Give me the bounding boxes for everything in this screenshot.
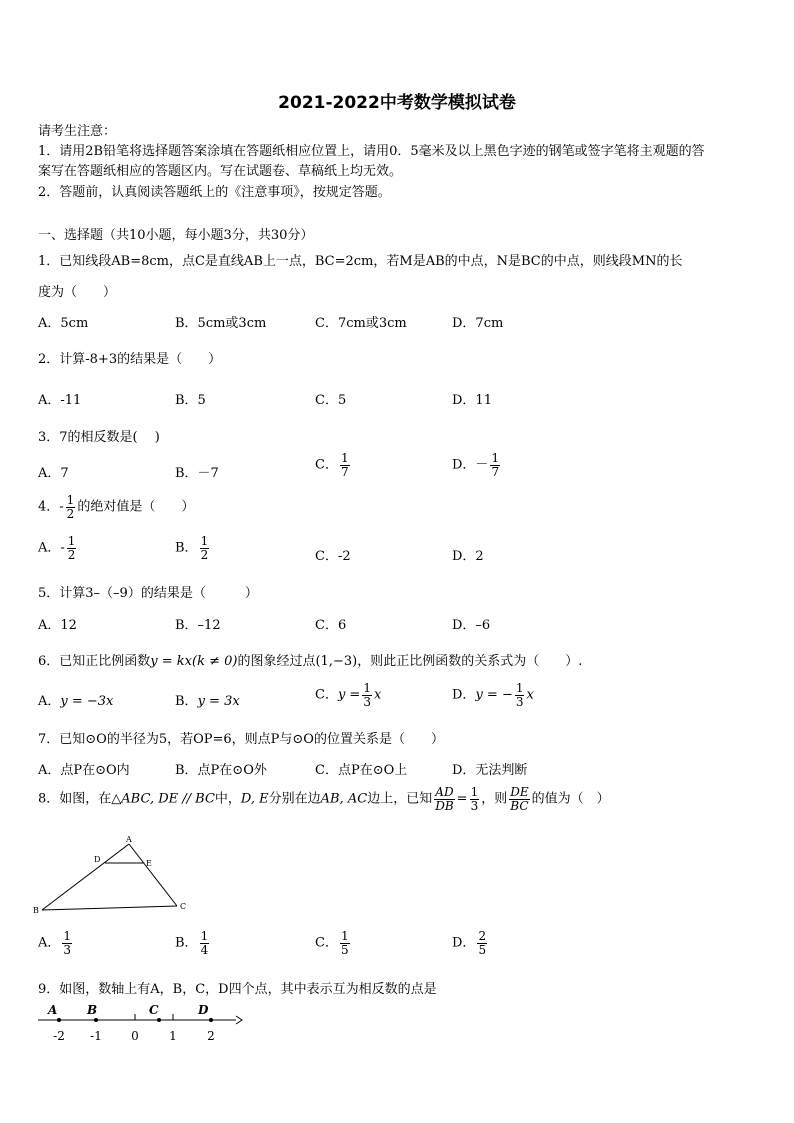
option-b[interactable] xyxy=(175,690,240,709)
point-d-dot xyxy=(209,1018,213,1022)
denominator: 7 xyxy=(340,464,349,479)
numerator: DE xyxy=(510,785,529,799)
fraction xyxy=(515,682,525,708)
denominator: 4 xyxy=(200,942,209,957)
option-expression: y = 3x xyxy=(197,694,240,709)
denominator: 3 xyxy=(363,694,371,709)
point-label-d: D xyxy=(198,1003,209,1017)
option-c[interactable] xyxy=(315,452,352,478)
expression-suffix: x xyxy=(526,687,534,703)
stem-suffix: ，则此正比例函数的关系式为（ ）. xyxy=(357,654,583,669)
points-expression: D, E xyxy=(240,791,269,807)
option-d[interactable]: D．2 xyxy=(452,549,484,564)
fraction xyxy=(66,494,76,520)
notice-item-2: 案写在答题纸相应的答题区内。写在试题卷、草稿纸上均无效。 xyxy=(38,164,403,179)
side-bc xyxy=(42,906,177,910)
denominator: DB xyxy=(435,798,454,813)
vertex-label-d: D xyxy=(94,855,101,864)
denominator: 2 xyxy=(66,506,75,521)
question-2-options xyxy=(38,389,758,411)
vertex-label-c: C xyxy=(180,902,187,911)
side-ab xyxy=(42,844,129,910)
fraction xyxy=(362,682,372,708)
page-title: 2021-2022中考数学模拟试卷 xyxy=(278,93,516,113)
numerator: 1 xyxy=(67,534,76,548)
option-b[interactable]: B．5 xyxy=(175,393,206,408)
question-9-stem: 9．如图，数轴上有A，B，C，D四个点，其中表示互为相反数的点是 xyxy=(38,982,437,997)
question-5-stem: 5．计算3–（–9）的结果是（ ） xyxy=(38,586,258,601)
option-label: B． xyxy=(175,540,198,556)
stem-prefix: 6．已知正比例函数 xyxy=(38,654,151,669)
option-label: D． xyxy=(452,935,476,951)
notice-item-1: 1．请用2B铅笔将选择题答案涂填在答题纸相应位置上，请用0．5毫米及以上黑色字迹的钢笔或签字笔将主观题的答 xyxy=(38,144,705,159)
point-b-dot xyxy=(94,1018,98,1022)
vertex-label-e: E xyxy=(146,859,152,868)
fraction xyxy=(477,930,487,956)
fraction xyxy=(200,535,210,561)
question-5-options xyxy=(38,614,758,636)
numerator: 1 xyxy=(515,681,524,695)
denominator: 3 xyxy=(515,694,524,709)
tick-label: -1 xyxy=(90,1029,102,1043)
question-2-stem: 2．计算-8+3的结果是（ ） xyxy=(38,352,222,367)
option-b[interactable] xyxy=(175,535,211,561)
numerator: 1 xyxy=(66,493,75,507)
question-7-stem: 7．已知⊙O的半径为5，若OP=6，则点P与⊙O的位置关系是（ ） xyxy=(38,732,444,747)
option-a[interactable]: A．点P在⊙O内 xyxy=(38,763,130,778)
option-label: A． xyxy=(38,694,61,709)
option-b[interactable]: B．点P在⊙O外 xyxy=(175,763,267,778)
notice-item-3: 2．答题前，认真阅读答题纸上的《注意事项》，按规定答题。 xyxy=(38,185,391,200)
point-a-dot xyxy=(57,1018,61,1022)
fraction xyxy=(200,930,210,956)
tick-label: 0 xyxy=(131,1029,139,1043)
option-label: C． xyxy=(315,687,338,703)
point-label-c: C xyxy=(149,1003,159,1017)
option-label: D． xyxy=(452,687,476,703)
axis-arrow-icon xyxy=(236,1016,242,1024)
question-4-options xyxy=(38,535,758,575)
numerator: 1 xyxy=(340,451,349,465)
denominator: 5 xyxy=(340,942,349,957)
question-1-options xyxy=(38,312,758,334)
question-1-stem-cont: 度为（ ） xyxy=(38,285,117,300)
option-b[interactable]: B．–12 xyxy=(175,618,221,633)
option-d[interactable] xyxy=(452,682,534,708)
fraction xyxy=(490,452,500,478)
stem-suffix: 的值为（ ） xyxy=(531,791,610,807)
question-3-options xyxy=(38,452,758,492)
stem-prefix: 8．如图，在 xyxy=(38,791,112,807)
equals-sign: = xyxy=(456,791,468,807)
denominator: BC xyxy=(510,798,529,813)
option-label: B． xyxy=(175,935,198,951)
expression-prefix: y = xyxy=(337,687,361,703)
condition-expression: △ABC, DE // BC xyxy=(111,791,215,807)
vertex-label-a: A xyxy=(126,835,132,844)
question-6-options xyxy=(38,682,758,722)
option-c[interactable]: C．5 xyxy=(315,393,347,408)
option-d[interactable]: D．7cm xyxy=(452,316,504,331)
numerator: 1 xyxy=(363,681,371,695)
stem-prefix: 4．- xyxy=(38,499,64,515)
denominator: 2 xyxy=(200,547,209,562)
tick-label: 1 xyxy=(169,1029,177,1043)
stem-text: 边上，已知 xyxy=(367,791,433,807)
option-d[interactable] xyxy=(452,452,502,478)
point-label-b: B xyxy=(87,1003,98,1017)
stem-text: ，则 xyxy=(481,791,508,807)
option-d[interactable]: D．11 xyxy=(452,393,492,408)
option-c[interactable] xyxy=(315,682,381,708)
numerator: 1 xyxy=(340,929,349,943)
option-a[interactable]: A．5cm xyxy=(38,316,89,331)
question-3-stem: 3．7的相反数是( ) xyxy=(38,430,160,445)
denominator: 5 xyxy=(478,942,487,957)
option-a[interactable] xyxy=(38,930,74,956)
option-b[interactable] xyxy=(175,930,211,956)
question-4-stem xyxy=(38,494,194,520)
point-c-dot xyxy=(157,1018,161,1022)
option-d[interactable] xyxy=(452,930,489,956)
stem-suffix: 的绝对值是（ ） xyxy=(77,499,195,515)
question-8-options xyxy=(38,930,758,970)
fraction xyxy=(340,930,350,956)
option-b[interactable]: B．－7 xyxy=(175,466,219,481)
point-coordinates: (1,−3) xyxy=(315,654,358,669)
option-a[interactable] xyxy=(38,690,113,709)
denominator: 3 xyxy=(63,942,72,957)
section-heading: 一、选择题（共10小题，每小题3分，共30分） xyxy=(38,228,314,243)
numerator: 1 xyxy=(491,451,500,465)
denominator: 3 xyxy=(470,798,479,813)
stem-text: 分别在边 xyxy=(268,791,321,807)
numerator: 1 xyxy=(470,785,479,799)
option-d[interactable]: D．无法判断 xyxy=(452,763,528,778)
option-a[interactable]: A．12 xyxy=(38,618,77,633)
triangle-figure xyxy=(30,832,200,918)
vertex-label-b: B xyxy=(33,906,39,915)
option-c[interactable] xyxy=(315,930,352,956)
option-c[interactable]: C．6 xyxy=(315,618,347,633)
function-expression: y = kx(k ≠ 0) xyxy=(150,654,238,669)
option-label: D．－ xyxy=(452,457,489,473)
option-a[interactable] xyxy=(38,535,78,561)
tick-label: 2 xyxy=(207,1029,215,1043)
point-label-a: A xyxy=(48,1003,58,1017)
numerator: AD xyxy=(435,785,454,799)
option-d[interactable]: D．–6 xyxy=(452,618,491,633)
option-a[interactable]: A．-11 xyxy=(38,393,82,408)
expression-prefix: y = − xyxy=(475,687,513,703)
option-label: C． xyxy=(315,457,338,473)
sides-expression: AB, AC xyxy=(320,791,368,807)
denominator: 2 xyxy=(67,547,76,562)
option-c[interactable]: C．-2 xyxy=(315,549,351,564)
numerator: 1 xyxy=(63,929,72,943)
option-label: B． xyxy=(175,694,198,709)
stem-middle: 的图象经过点 xyxy=(237,654,316,669)
fraction xyxy=(67,535,77,561)
numerator: 1 xyxy=(200,534,209,548)
fraction-one-third xyxy=(470,786,480,812)
fraction-ad-db xyxy=(434,786,454,812)
notice-heading: 请考生注意： xyxy=(38,124,117,139)
option-c[interactable]: C．点P在⊙O上 xyxy=(315,763,408,778)
option-b[interactable]: B．5cm或3cm xyxy=(175,316,267,331)
option-label: C． xyxy=(315,935,338,951)
expression-suffix: x xyxy=(373,687,382,703)
question-6-stem xyxy=(38,650,582,669)
option-expression: y = −3x xyxy=(60,694,114,709)
stem-text: 中， xyxy=(214,791,241,807)
fraction xyxy=(340,452,350,478)
option-label: A．- xyxy=(38,540,65,556)
numerator: 1 xyxy=(200,929,209,943)
side-ac xyxy=(129,844,177,906)
option-label: A． xyxy=(38,935,61,951)
question-8-stem xyxy=(38,786,610,812)
option-c[interactable]: C．7cm或3cm xyxy=(315,316,407,331)
denominator: 7 xyxy=(491,464,500,479)
fraction-de-bc xyxy=(509,786,529,812)
number-line-figure xyxy=(30,1000,250,1046)
question-7-options xyxy=(38,759,758,781)
numerator: 2 xyxy=(478,929,487,943)
fraction xyxy=(62,930,72,956)
question-1-stem: 1．已知线段AB=8cm，点C是直线AB上一点，BC=2cm，若M是AB的中点，N是BC的中点，则线段MN的长 xyxy=(38,254,683,269)
option-a[interactable]: A．7 xyxy=(38,466,69,481)
tick-label: -2 xyxy=(53,1029,65,1043)
